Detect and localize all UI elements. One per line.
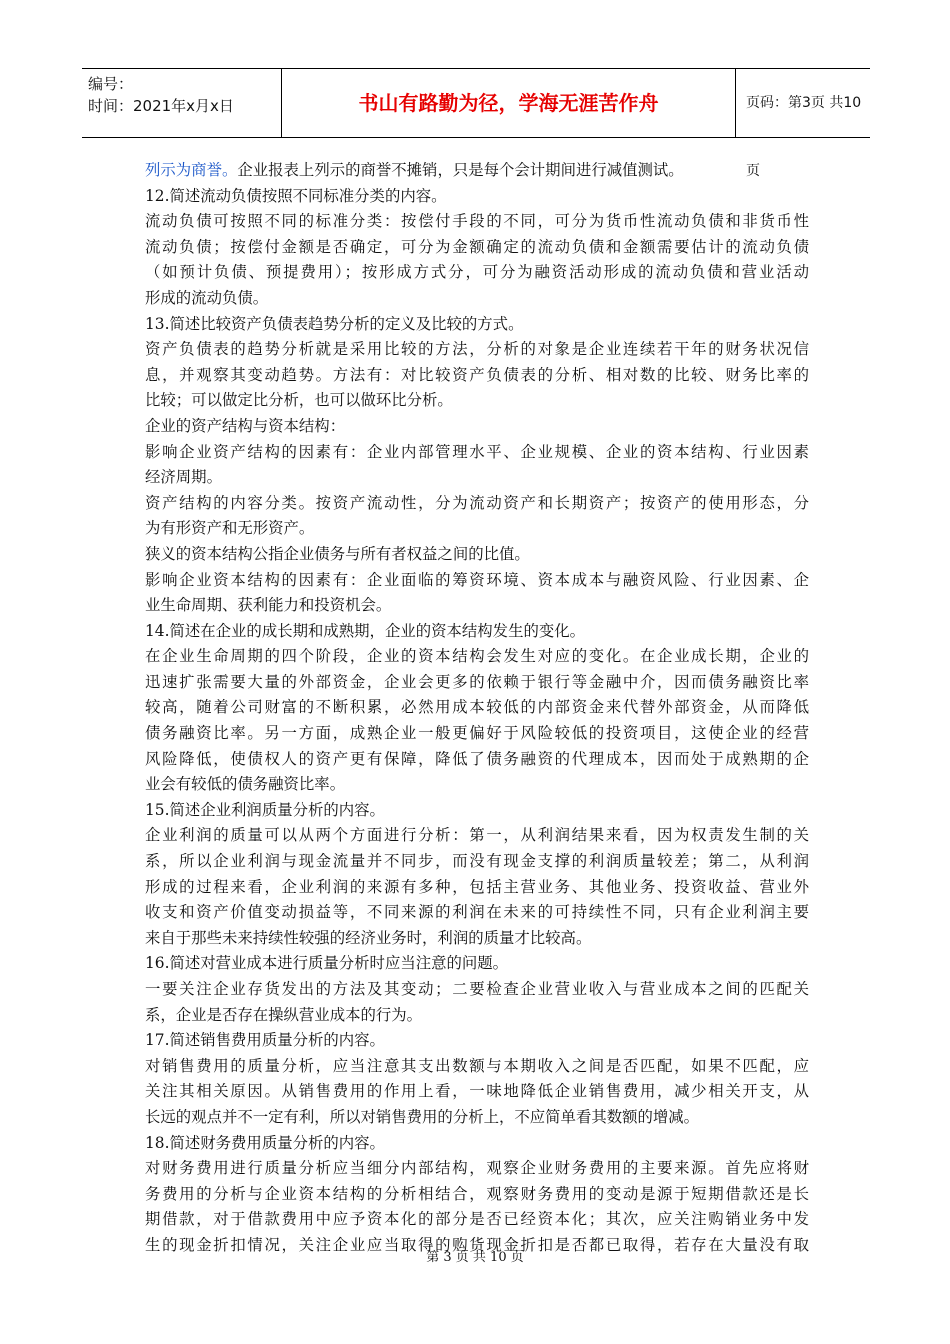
text-line	[145, 491, 809, 517]
text-line-content: 12.简述流动负债按照不同标准分类的内容。	[145, 186, 447, 205]
text-line-content: 一要关注企业存货发出的方法及其变动；二要检查企业营业收入与营业成本之间的匹配关	[145, 980, 809, 998]
document-time-label: 时间：2021年x月x日	[88, 97, 234, 115]
text-line-content: 系，所以企业利润与现金流量并不同步，而没有现金支撑的利润质量较差；第二，从利润	[145, 852, 809, 871]
text-line	[145, 465, 809, 491]
text-line-content: 来自于那些未来持续性较强的经济业务时，利润的质量才比较高。	[145, 928, 592, 947]
text-line-content: 较高，随着公司财富的不断积累，必然用成本较低的内部资金来代替外部资金，从而降低	[145, 698, 809, 717]
text-line-content: 对财务费用进行质量分析应当细分内部结构，观察企业财务费用的主要来源。首先应将财	[145, 1159, 809, 1178]
text-line	[145, 516, 809, 542]
header-meta-cell	[82, 69, 282, 137]
text-line	[145, 772, 809, 798]
text-line-content: 迅速扩张需要大量的外部资金，企业会更多的依赖于银行等金融中介，因而债务融资比率	[145, 672, 809, 691]
text-line	[145, 875, 809, 901]
text-line-content: 资产结构的内容分类。按资产流动性，分为流动资产和长期资产；按资产的使用形态，分	[145, 493, 809, 512]
text-line-content: 18.简述财务费用质量分析的内容。	[145, 1133, 385, 1152]
text-line	[145, 286, 809, 312]
text-line-content: 14.简述在企业的成长期和成熟期，企业的资本结构发生的变化。	[145, 621, 586, 640]
text-line-content: 比较；可以做定比分析，也可以做环比分析。	[145, 391, 453, 410]
text-line-content: 系，企业是否存在操纵营业成本的行为。	[145, 1005, 423, 1024]
page-footer: 第 3 页 共 10 页	[426, 1250, 524, 1265]
text-line-content: （如预计负债、预提费用）；按形成方式分，可分为融资活动形成的流动负债和营业活动	[145, 263, 809, 282]
hyperlink-text[interactable]: 列示为商誉。	[145, 161, 238, 179]
text-line	[145, 1131, 809, 1157]
text-line	[145, 977, 809, 1003]
text-line	[145, 414, 809, 440]
text-line-content: 生的现金折扣情况，关注企业应当取得的购货现金折扣是否都已取得，若存在大量没有取	[145, 1235, 809, 1254]
text-line	[145, 1207, 809, 1233]
text-line	[145, 184, 809, 210]
header-motto: 书山有路勤为径，学海无涯苦作舟	[282, 69, 736, 137]
text-line-content: 长远的观点并不一定有利，所以对销售费用的分析上，不应简单看其数额的增减。	[145, 1107, 700, 1126]
text-line	[145, 363, 809, 389]
text-line-content: 企业的资产结构与资本结构：	[145, 416, 346, 435]
text-line	[145, 1003, 809, 1029]
text-line	[145, 695, 809, 721]
text-line	[145, 823, 809, 849]
text-line	[145, 951, 809, 977]
text-line	[145, 337, 809, 363]
text-line	[145, 260, 809, 286]
text-line-content: 13.简述比较资产负债表趋势分析的定义及比较的方式。	[145, 314, 524, 333]
text-line	[145, 440, 809, 466]
text-line-content: 企业报表上列示的商誉不摊销，只是每个会计期间进行减值测试。	[237, 161, 684, 179]
text-line	[145, 1079, 809, 1105]
text-line-content: 16.简述对营业成本进行质量分析时应当注意的问题。	[145, 954, 509, 973]
text-line	[145, 1182, 809, 1208]
text-line	[145, 926, 809, 952]
text-line	[145, 1054, 809, 1080]
text-line	[145, 542, 809, 568]
text-line	[145, 593, 809, 619]
text-line-content: 15.简述企业利润质量分析的内容。	[145, 800, 385, 819]
text-line-content: 风险降低，使债权人的资产更有保障，降低了债务融资的代理成本，因而处于成熟期的企	[145, 749, 809, 768]
text-line-content: 业生命周期、获利能力和投资机会。	[145, 596, 392, 615]
text-line	[145, 900, 809, 926]
text-line	[145, 1028, 809, 1054]
text-line-content: 狭义的资本结构公指企业债务与所有者权益之间的比值。	[145, 544, 530, 563]
text-line-content: 经济周期。	[145, 468, 222, 487]
text-line	[145, 1156, 809, 1182]
text-line-content: 业会有较低的债务融资比率。	[145, 775, 346, 794]
text-line-content: 17.简述销售费用质量分析的内容。	[145, 1031, 385, 1050]
text-line-content: 流动负债；按偿付金额是否确定，可分为金额确定的流动负债和金额需要估计的流动负债	[145, 237, 809, 256]
text-line-content: 债务融资比率。另一方面，成熟企业一般更偏好于风险较低的投资项目，这使企业的经营	[145, 724, 809, 743]
header-page-number: 页码：第3页 共10页	[746, 95, 862, 179]
text-line-content: 形成的流动负债。	[145, 288, 269, 307]
text-line-content: 在企业生命周期的四个阶段，企业的资本结构会发生对应的变化。在企业成长期，企业的	[145, 647, 809, 666]
text-line	[145, 235, 809, 261]
text-line	[145, 849, 809, 875]
text-line	[145, 1105, 809, 1131]
text-line-content: 为有形资产和无形资产。	[145, 519, 315, 538]
text-line	[145, 619, 809, 645]
document-body	[145, 158, 809, 1259]
text-line	[145, 158, 809, 184]
text-line	[145, 798, 809, 824]
text-line-content: 影响企业资产结构的因素有：企业内部管理水平、企业规模、企业的资本结构、行业因素	[145, 442, 809, 461]
text-line	[145, 312, 809, 338]
text-line	[145, 747, 809, 773]
text-line-content: 影响企业资本结构的因素有：企业面临的筹资环境、资本成本与融资风险、行业因素、企	[145, 570, 809, 589]
text-line-content: 流动负债可按照不同的标准分类：按偿付手段的不同，可分为货币性流动负债和非货币性	[145, 212, 809, 231]
text-line-content: 对销售费用的质量分析，应当注意其支出数额与本期收入之间是否匹配，如果不匹配，应	[145, 1056, 809, 1075]
text-line	[145, 721, 809, 747]
text-line	[145, 670, 809, 696]
text-line	[145, 644, 809, 670]
text-line-content: 期借款，对于借款费用中应予资本化的部分是否已经资本化；其次，应关注购销业务中发	[145, 1210, 809, 1229]
text-line-content: 息，并观察其变动趋势。方法有：对比较资产负债表的分析、相对数的比较、财务比率的	[145, 365, 809, 384]
text-line	[145, 209, 809, 235]
text-line-content: 形成的过程来看，企业利润的来源有多种，包括主营业务、其他业务、投资收益、营业外	[145, 877, 809, 896]
text-line-content: 收支和资产价值变动损益等，不同来源的利润在未来的可持续性不同，只有企业利润主要	[145, 903, 809, 922]
document-number-label: 编号：	[88, 75, 134, 93]
text-line-content: 企业利润的质量可以从两个方面进行分析：第一，从利润结果来看，因为权责发生制的关	[145, 826, 809, 845]
text-line-content: 资产负债表的趋势分析就是采用比较的方法，分析的对象是企业连续若干年的财务状况信	[145, 340, 809, 359]
text-line-content: 关注其相关原因。从销售费用的作用上看，一味地降低企业销售费用，减少相关开支，从	[145, 1082, 809, 1101]
text-line-content: 务费用的分析与企业资本结构的分析相结合，观察财务费用的变动是源于短期借款还是长	[145, 1184, 809, 1203]
text-line	[145, 568, 809, 594]
text-line	[145, 388, 809, 414]
